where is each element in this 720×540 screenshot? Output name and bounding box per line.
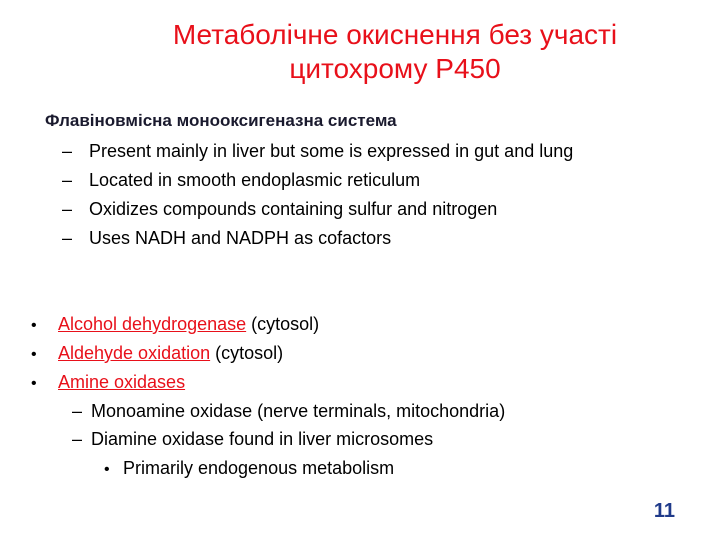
bullet-item xyxy=(31,342,283,366)
dash-item-text: Uses NADH and NADPH as cofactors xyxy=(89,228,392,248)
dash-item xyxy=(72,428,433,450)
dash-item xyxy=(62,140,573,162)
dash-item xyxy=(62,169,420,191)
bullet-marker: • xyxy=(31,375,37,392)
dash-item-text: Oxidizes compounds containing sulfur and nitrogen xyxy=(89,199,498,219)
slide-title xyxy=(70,18,720,86)
dash-marker: – xyxy=(62,170,73,190)
dash-marker: – xyxy=(62,141,73,161)
alcohol-dehydrogenase-link[interactable]: Alcohol dehydrogenase xyxy=(58,314,247,334)
bullet-suffix: (cytosol) xyxy=(210,343,284,363)
title-line-1: Метаболічне окиснення без участі xyxy=(172,19,618,50)
dash-item-text: Diamine oxidase found in liver microsomes xyxy=(91,429,434,449)
sub-bullet-item xyxy=(104,457,394,481)
bullet-item xyxy=(31,371,185,395)
dash-item-text: Present mainly in liver but some is expressed in gut and lung xyxy=(89,141,574,161)
bullet-marker: • xyxy=(31,346,37,363)
bullet-marker: • xyxy=(104,461,110,478)
dash-marker: – xyxy=(72,429,83,449)
bullet-suffix: (cytosol) xyxy=(246,314,320,334)
page-number: 11 xyxy=(653,500,675,522)
dash-item xyxy=(62,227,391,249)
dash-item-text: Monoamine oxidase (nerve terminals, mitochondria) xyxy=(91,401,506,421)
dash-item xyxy=(72,400,505,422)
aldehyde-oxidation-link[interactable]: Aldehyde oxidation xyxy=(58,343,211,363)
dash-item-text: Located in smooth endoplasmic reticulum xyxy=(89,170,421,190)
amine-oxidases-link[interactable]: Amine oxidases xyxy=(58,372,186,392)
bullet-item xyxy=(31,313,319,337)
sub-bullet-text: Primarily endogenous metabolism xyxy=(123,458,395,478)
dash-marker: – xyxy=(62,199,73,219)
section-heading: Флавіновмісна монооксигеназна система xyxy=(45,111,397,130)
title-line-2: цитохрому Р450 xyxy=(289,53,501,84)
dash-marker: – xyxy=(62,228,73,248)
dash-item xyxy=(62,198,497,220)
dash-marker: – xyxy=(72,401,83,421)
bullet-marker: • xyxy=(31,317,37,334)
